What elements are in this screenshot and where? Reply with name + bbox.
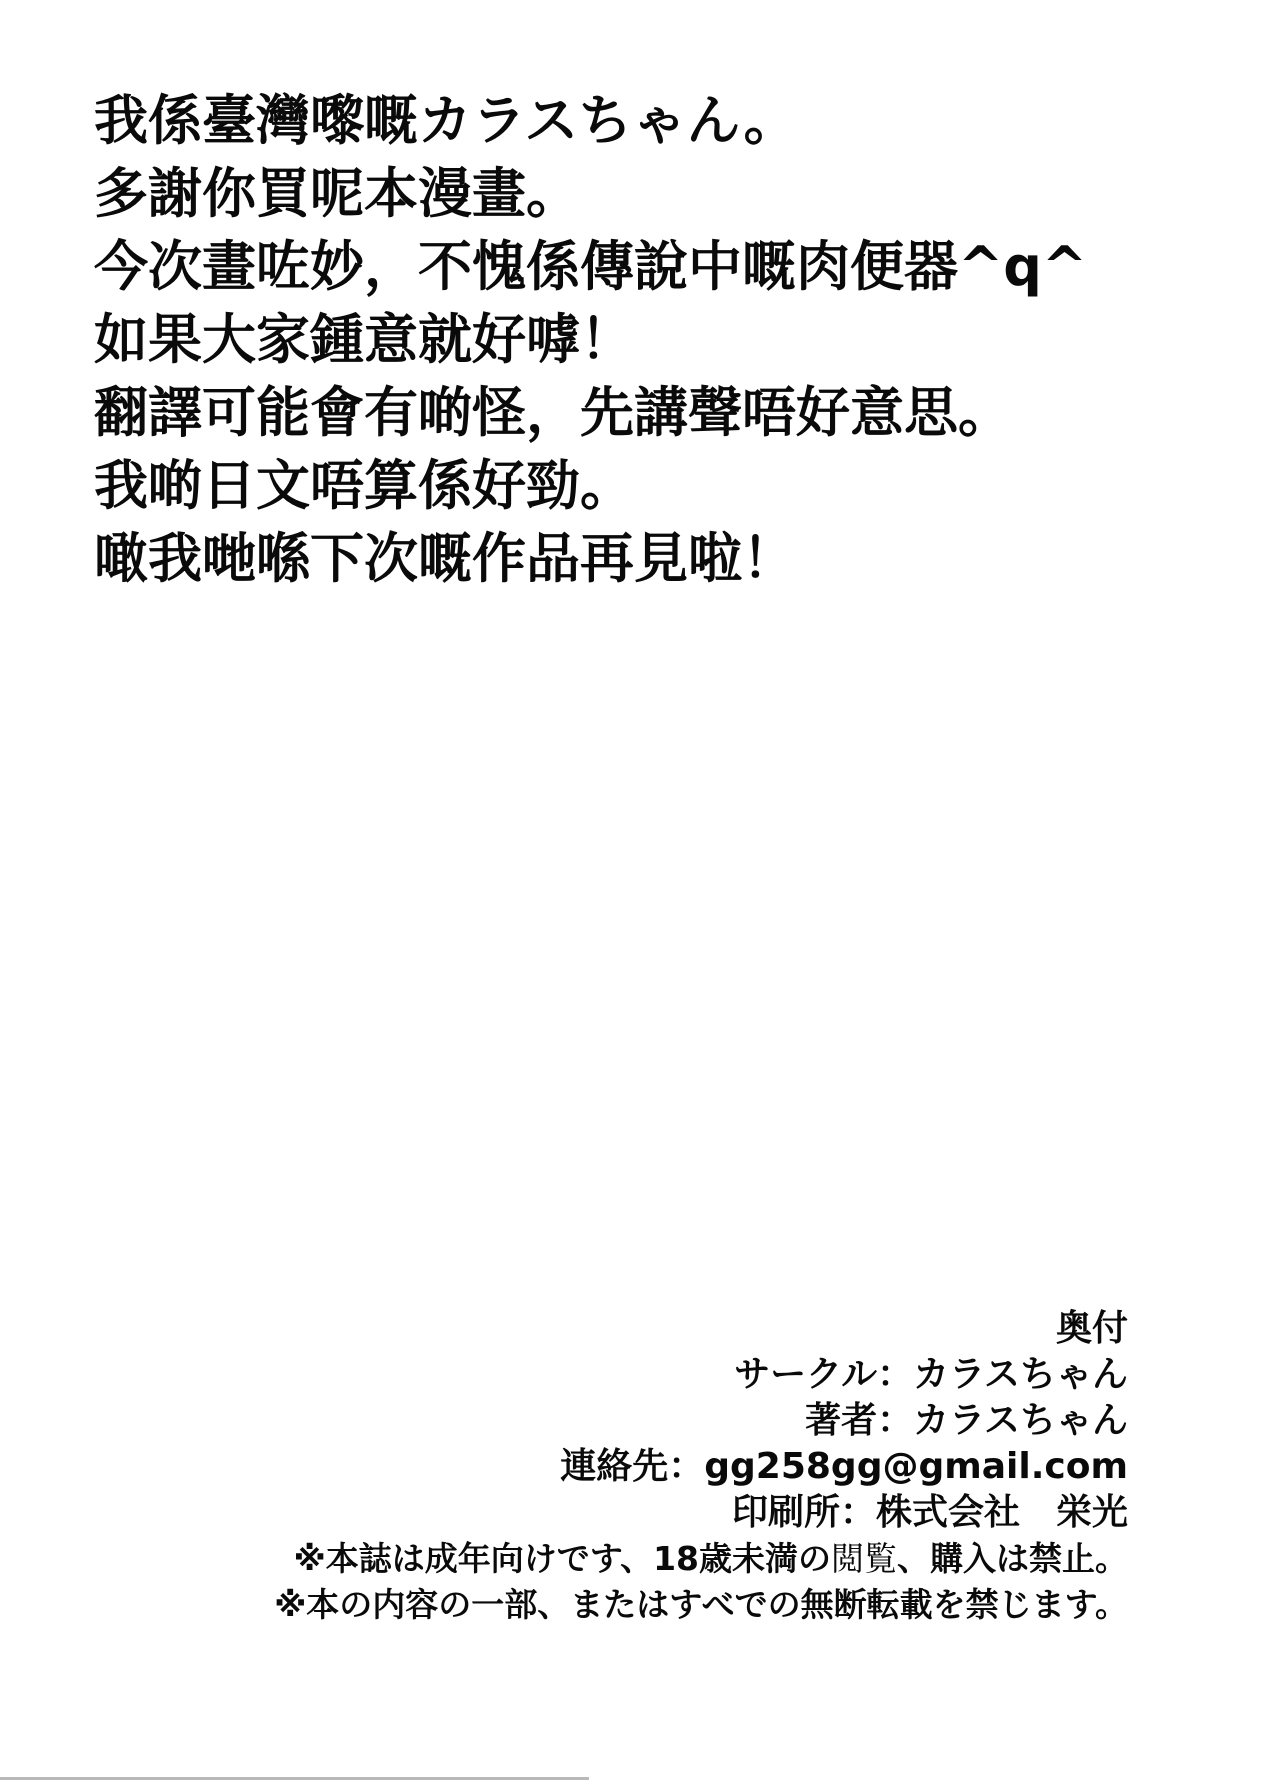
colophon-reprint-notice: ※本の内容の一部、またはすべでの無断転載を禁じます。 — [274, 1585, 1128, 1624]
age-notice-post: 、購入は禁止。 — [897, 1539, 1128, 1578]
colophon-block — [274, 1306, 1128, 1628]
colophon-contact: 連絡先：gg258gg@gmail.com — [560, 1446, 1128, 1487]
afterword-line: 我係臺灣嚟嘅カラスちゃん。 — [94, 89, 798, 152]
colophon-age-notice — [274, 1536, 1128, 1582]
colophon-author: 著者：カラスちゃん — [805, 1400, 1128, 1441]
age-notice-emphasis: 閲覧 — [831, 1539, 897, 1578]
afterword-text-block — [94, 84, 1087, 595]
afterword-line: 翻譯可能會有啲怪，先講聲唔好意思。 — [94, 381, 1012, 444]
colophon-title: 奥付 — [1055, 1308, 1128, 1349]
afterword-line: 我啲日文唔算係好勁。 — [94, 454, 634, 517]
afterword-line: 多謝你買呢本漫畫。 — [94, 162, 580, 225]
colophon-printer: 印刷所：株式会社 栄光 — [731, 1492, 1128, 1533]
afterword-line: 噉我哋喺下次嘅作品再見啦！ — [94, 527, 796, 590]
afterword-line: 今次畫咗妙，不愧係傳說中嘅肉便器^q^ — [94, 235, 1088, 298]
afterword-line: 如果大家鍾意就好嘑！ — [94, 308, 634, 371]
colophon-circle: サークル：カラスちゃん — [734, 1354, 1128, 1395]
age-notice-pre: ※本誌は成年向けです、18歳未満の — [293, 1539, 831, 1578]
